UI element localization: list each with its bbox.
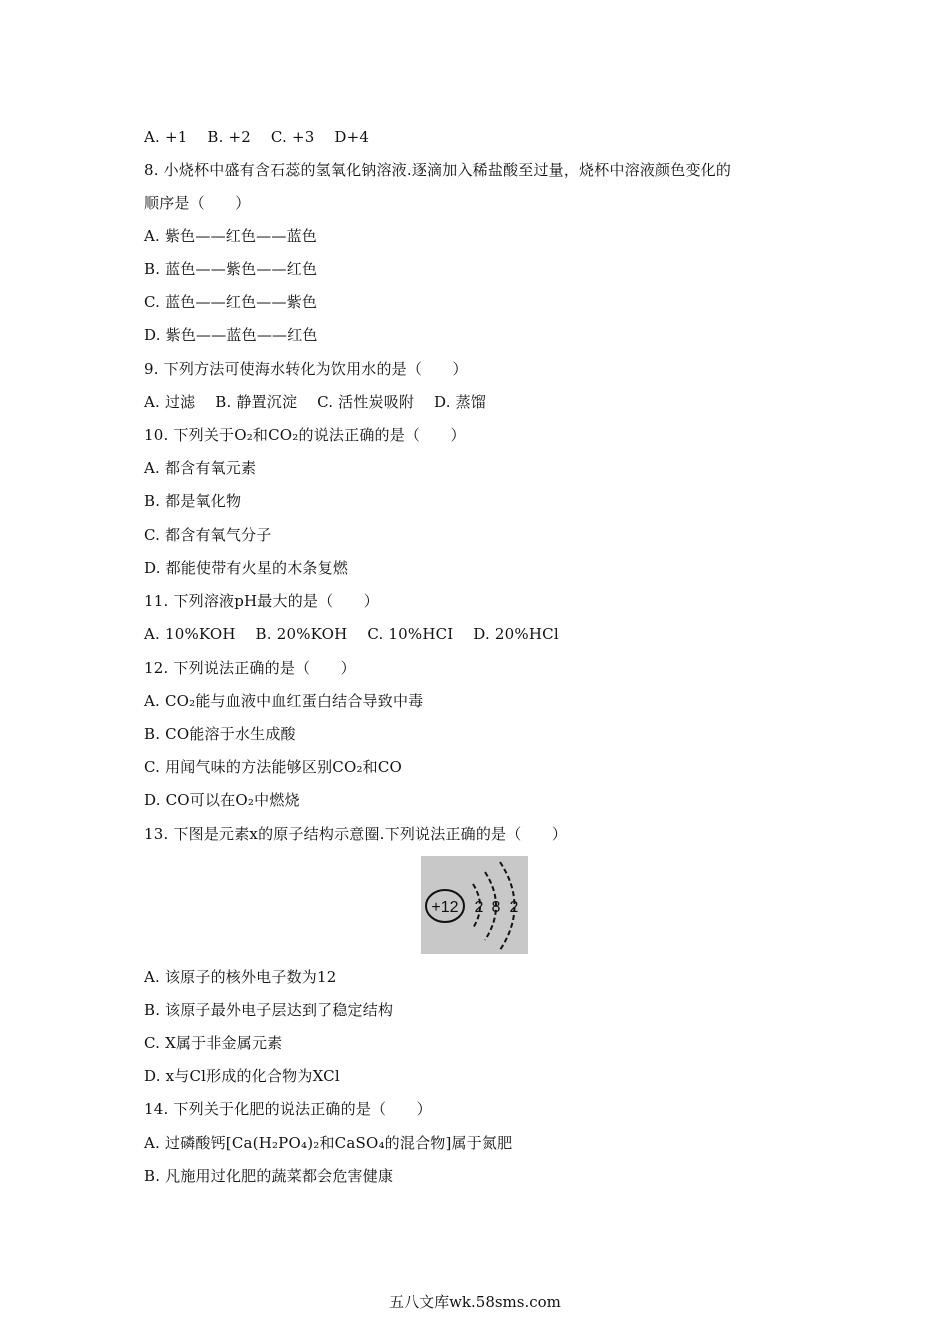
shell-electrons-1: 2: [474, 899, 484, 916]
q7-options: A. +1 B. +2 C. +3 D+4: [144, 128, 370, 146]
q9-options: A. 过滤 B. 静置沉淀 C. 活性炭吸附 D. 蒸馏: [144, 393, 487, 411]
shell-electrons-2: 8: [491, 899, 501, 916]
q14-stem: 14. 下列关于化肥的说法正确的是（ ）: [144, 1100, 432, 1118]
q8-option-b: B. 蓝色——紫色——红色: [144, 260, 318, 278]
q9-stem: 9. 下列方法可使海水转化为饮用水的是（ ）: [144, 360, 468, 378]
q8-option-d: D. 紫色——蓝色——红色: [144, 326, 318, 344]
q13-option-b: B. 该原子最外电子层达到了稳定结构: [144, 1001, 394, 1019]
q11-stem: 11. 下列溶液pH最大的是（ ）: [144, 592, 379, 610]
q14-option-a: A. 过磷酸钙[Ca(H₂PO₄)₂和CaSO₄的混合物]属于氮肥: [144, 1134, 513, 1152]
q8-option-c: C. 蓝色——红色——紫色: [144, 293, 318, 311]
q12-option-d: D. CO可以在O₂中燃烧: [144, 791, 300, 809]
nucleus-charge: +12: [431, 899, 459, 916]
q10-option-b: B. 都是氧化物: [144, 492, 242, 510]
q8-option-a: A. 紫色——红色——蓝色: [144, 227, 317, 245]
q11-options: A. 10%KOH B. 20%KOH C. 10%HCI D. 20%HCl: [144, 625, 559, 643]
site-footer-watermark: 五八文库wk.58sms.com: [389, 1293, 561, 1311]
shell-electrons-3: 2: [509, 899, 519, 916]
q13-stem: 13. 下图是元素x的原子结构示意圈.下列说法正确的是（ ）: [144, 825, 568, 843]
atomic-structure-diagram: [421, 856, 528, 954]
q10-option-a: A. 都含有氧元素: [144, 459, 257, 477]
q12-stem: 12. 下列说法正确的是（ ）: [144, 659, 356, 677]
q13-option-d: D. x与Cl形成的化合物为XCl: [144, 1067, 340, 1085]
q10-option-c: C. 都含有氧气分子: [144, 526, 272, 544]
q14-option-b: B. 凡施用过化肥的蔬菜都会危害健康: [144, 1167, 394, 1185]
q12-option-b: B. CO能溶于水生成酸: [144, 725, 296, 743]
q8-stem: 8. 小烧杯中盛有含石蕊的氢氧化钠溶液.逐滴加入稀盐酸至过量，烧杯中溶液颜色变化的: [144, 161, 732, 179]
q8-stem-cont: 顺序是（ ）: [144, 194, 251, 212]
q13-option-c: C. X属于非金属元素: [144, 1034, 283, 1052]
q10-option-d: D. 都能使带有火星的木条复燃: [144, 559, 349, 577]
q12-option-c: C. 用闻气味的方法能够区别CO₂和CO: [144, 758, 403, 776]
q13-option-a: A. 该原子的核外电子数为12: [144, 968, 337, 986]
q10-stem: 10. 下列关于O₂和CO₂的说法正确的是（ ）: [144, 426, 466, 444]
q12-option-a: A. CO₂能与血液中血红蛋白结合导致中毒: [144, 692, 424, 710]
